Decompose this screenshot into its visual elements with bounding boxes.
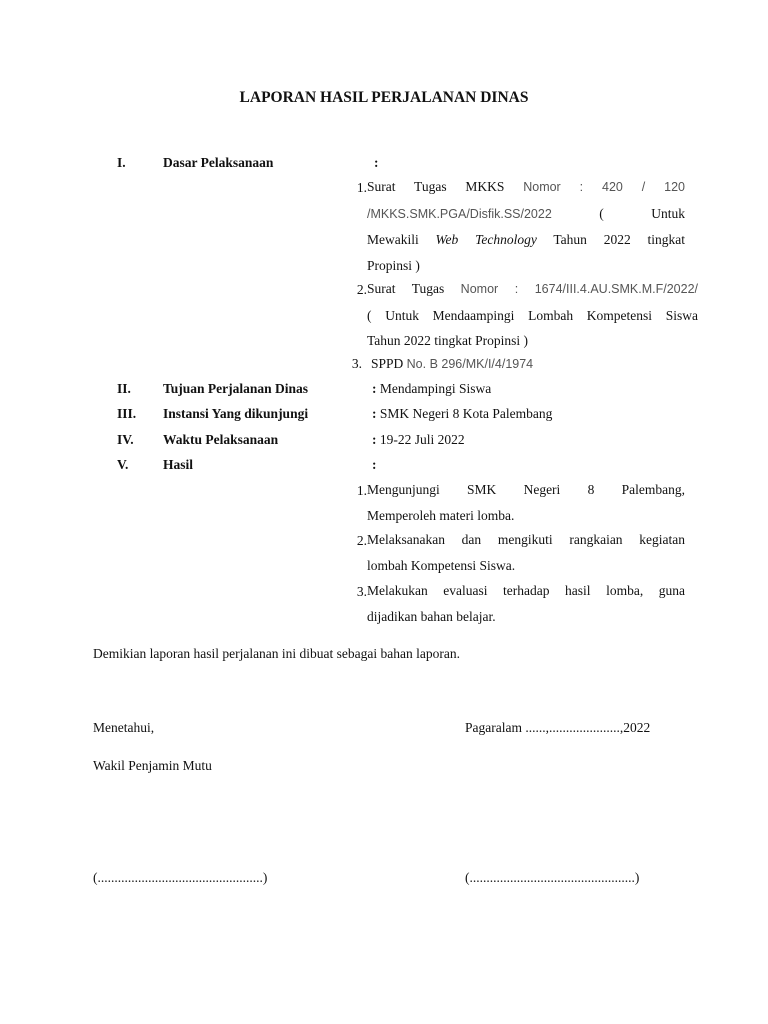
list-item-text-italic: Web Technology: [435, 232, 537, 247]
document-title: LAPORAN HASIL PERJALANAN DINAS: [239, 89, 529, 106]
closing-paragraph: Demikian laporan hasil perjalanan ini dibuat sebagai bahan laporan.: [93, 646, 460, 661]
list-item-hasil: [367, 578, 685, 629]
section-value: : SMK Negeri 8 Kota Palembang: [372, 406, 553, 421]
list-item-sppd: [371, 356, 533, 372]
list-item-text: Propinsi ): [367, 257, 420, 273]
section-value: : Mendampingi Siswa: [372, 381, 492, 396]
list-item-text: /MKKS.SMK.PGA/Disfik.SS/2022: [367, 206, 552, 221]
list-item-text: lombah Kompetensi Siswa.: [367, 557, 516, 573]
section-number: III.: [117, 406, 137, 421]
list-number: 3.: [351, 356, 362, 371]
signature-left-role: Wakil Penjamin Mutu: [93, 758, 212, 773]
list-item-text: Memperoleh materi lomba.: [367, 507, 515, 523]
list-number: 1.: [356, 483, 367, 498]
list-item-hasil: [367, 477, 685, 528]
list-item-text: Nomor : 1674/III.4.AU.SMK.M.F/2022/: [460, 282, 698, 296]
list-item-surat-tugas-mkks: [367, 174, 685, 278]
list-item-text: Mengunjungi SMK Negeri 8 Palembang,: [367, 482, 685, 497]
section-label: Instansi Yang dikunjungi: [163, 406, 309, 421]
list-item-text: Melakukan evaluasi terhadap hasil lomba, guna: [367, 583, 685, 598]
list-item-text: Mewakili: [367, 232, 419, 247]
section-label: Tujuan Perjalanan Dinas: [163, 381, 309, 396]
list-item-text: ( Untuk Mendaampingi Lombah Kompetensi Siswa: [367, 307, 698, 323]
list-item-text: ( Untuk: [599, 205, 686, 221]
section-number: V.: [117, 457, 129, 472]
signature-right-name: (.................................................): [465, 870, 640, 885]
list-item-surat-tugas-nomor: [367, 276, 698, 354]
section-number: IV.: [117, 432, 134, 447]
list-item-text: Surat Tugas: [367, 281, 445, 296]
list-number: 3.: [356, 584, 367, 599]
section-label: Hasil: [163, 457, 194, 472]
section-colon: :: [372, 457, 377, 472]
list-item-text: SPPD: [371, 356, 404, 371]
section-number: II.: [117, 381, 131, 396]
section-number: I.: [117, 155, 126, 170]
list-item-text: Melaksanakan dan mengikuti rangkaian kegiatan: [367, 532, 685, 547]
list-item-text: Tahun 2022 tingkat: [553, 232, 685, 247]
signature-left-name: (.................................................): [93, 870, 268, 885]
section-colon: :: [374, 155, 379, 170]
list-number: 2.: [356, 282, 367, 297]
list-item-hasil: [367, 527, 685, 578]
list-item-text: Tahun 2022 tingkat Propinsi ): [367, 333, 529, 348]
section-value: : 19-22 Juli 2022: [372, 432, 465, 447]
list-item-text: Surat Tugas MKKS: [367, 179, 505, 194]
section-label: Waktu Pelaksanaan: [163, 432, 279, 447]
section-label: Dasar Pelaksanaan: [163, 155, 274, 170]
list-item-text: No. B 296/MK/I/4/1974: [406, 357, 534, 371]
list-number: 1.: [356, 180, 367, 195]
list-item-text: Nomor : 420 / 120: [523, 180, 686, 194]
signature-left-label: Menetahui,: [93, 720, 155, 735]
list-item-text: dijadikan bahan belajar.: [367, 608, 496, 624]
signature-place-date: Pagaralam ......,.....................,2022: [465, 720, 651, 735]
list-number: 2.: [356, 533, 367, 548]
